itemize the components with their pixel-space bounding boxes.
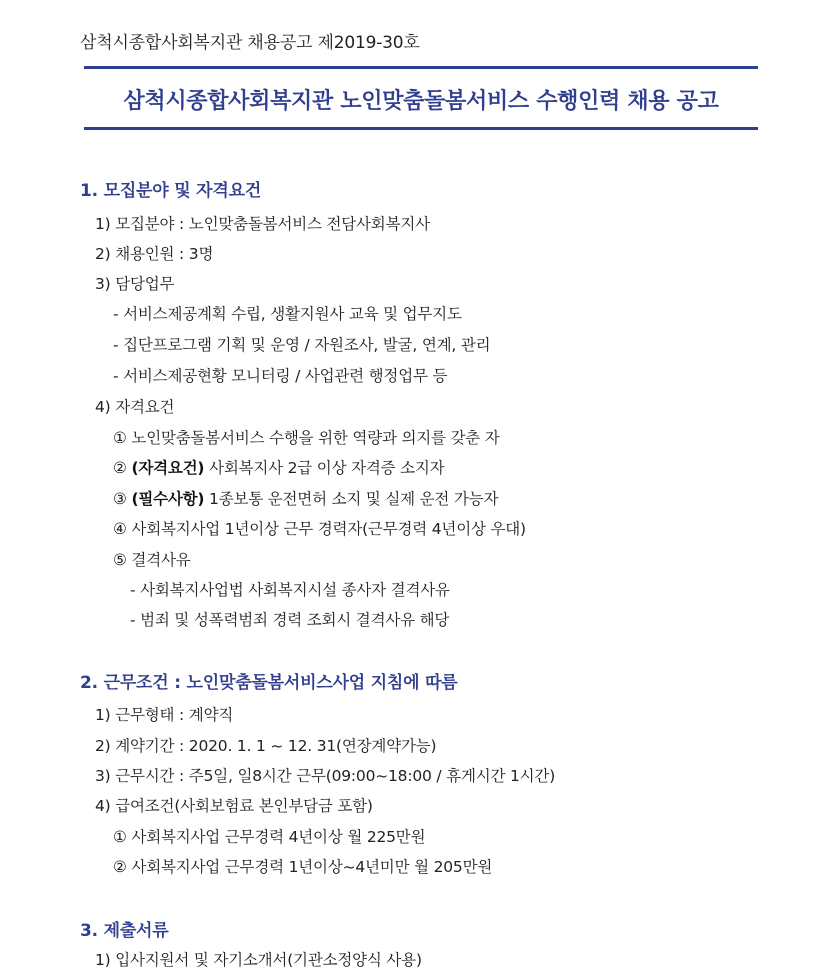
duties-heading: 3) 담당업무 bbox=[95, 275, 175, 293]
qualification-bold-label: (자격요건) bbox=[131, 459, 205, 477]
qualification-text: 1종보통 운전면허 소지 및 실제 운전 가능자 bbox=[209, 490, 499, 508]
contract-period: 2) 계약기간 : 2020. 1. 1 ~ 12. 31(연장계약가능) bbox=[95, 737, 437, 755]
qualification-text: 사회복지사 2급 이상 자격증 소지자 bbox=[209, 459, 445, 477]
qualification-item: ① 노인맞춤돌봄서비스 수행을 위한 역량과 의지를 갖춘 자 bbox=[113, 429, 500, 447]
disqualification-item: - 범죄 및 성폭력범죄 경력 조회시 결격사유 해당 bbox=[130, 611, 450, 629]
qualification-item: ④ 사회복지사업 1년이상 근무 경력자(근무경력 4년이상 우대) bbox=[113, 520, 526, 538]
salary-item: ① 사회복지사업 근무경력 4년이상 월 225만원 bbox=[113, 828, 426, 846]
duty-item: - 서비스제공현황 모니터링 / 사업관련 행정업무 등 bbox=[113, 367, 448, 385]
section-2-heading: 2. 근무조건 : 노인맞춤돌봄서비스사업 지침에 따름 bbox=[80, 673, 458, 693]
employment-type: 1) 근무형태 : 계약직 bbox=[95, 706, 234, 724]
qualification-item: ⑤ 결격사유 bbox=[113, 551, 191, 569]
salary-heading: 4) 급여조건(사회보험료 본인부담금 포함) bbox=[95, 797, 373, 815]
page-title: 삼척시종합사회복지관 노인맞춤돌봄서비스 수행인력 채용 공고 bbox=[123, 89, 719, 114]
duty-item: - 집단프로그램 기획 및 운영 / 자원조사, 발굴, 연계, 관리 bbox=[113, 336, 491, 354]
headcount: 2) 채용인원 : 3명 bbox=[95, 245, 214, 263]
duty-item: - 서비스제공계획 수립, 생활지원사 교육 및 업무지도 bbox=[113, 305, 462, 323]
qualification-bold-label: (필수사항) bbox=[131, 490, 205, 508]
qualification-heading: 4) 자격요건 bbox=[95, 398, 175, 416]
qualification-number: ② bbox=[113, 459, 127, 477]
title-rule-top bbox=[84, 66, 758, 69]
work-hours: 3) 근무시간 : 주5일, 일8시간 근무(09:00~18:00 / 휴게시간 1시간) bbox=[95, 767, 556, 785]
disqualification-item: - 사회복지사업법 사회복지시설 종사자 결격사유 bbox=[130, 581, 450, 599]
qualification-item bbox=[113, 487, 498, 509]
salary-item: ② 사회복지사업 근무경력 1년이상~4년미만 월 205만원 bbox=[113, 858, 493, 876]
document-item: 1) 입사지원서 및 자기소개서(기관소정양식 사용) bbox=[95, 951, 422, 969]
section-1-heading: 1. 모집분야 및 자격요건 bbox=[80, 181, 262, 201]
qualification-item bbox=[113, 456, 444, 478]
notice-number: 삼척시종합사회복지관 채용공고 제2019-30호 bbox=[80, 33, 420, 53]
title-rule-bottom bbox=[84, 127, 758, 130]
section-3-heading: 3. 제출서류 bbox=[80, 921, 169, 941]
qualification-number: ③ bbox=[113, 490, 127, 508]
recruit-field: 1) 모집분야 : 노인맞춤돌봄서비스 전담사회복지사 bbox=[95, 215, 430, 233]
